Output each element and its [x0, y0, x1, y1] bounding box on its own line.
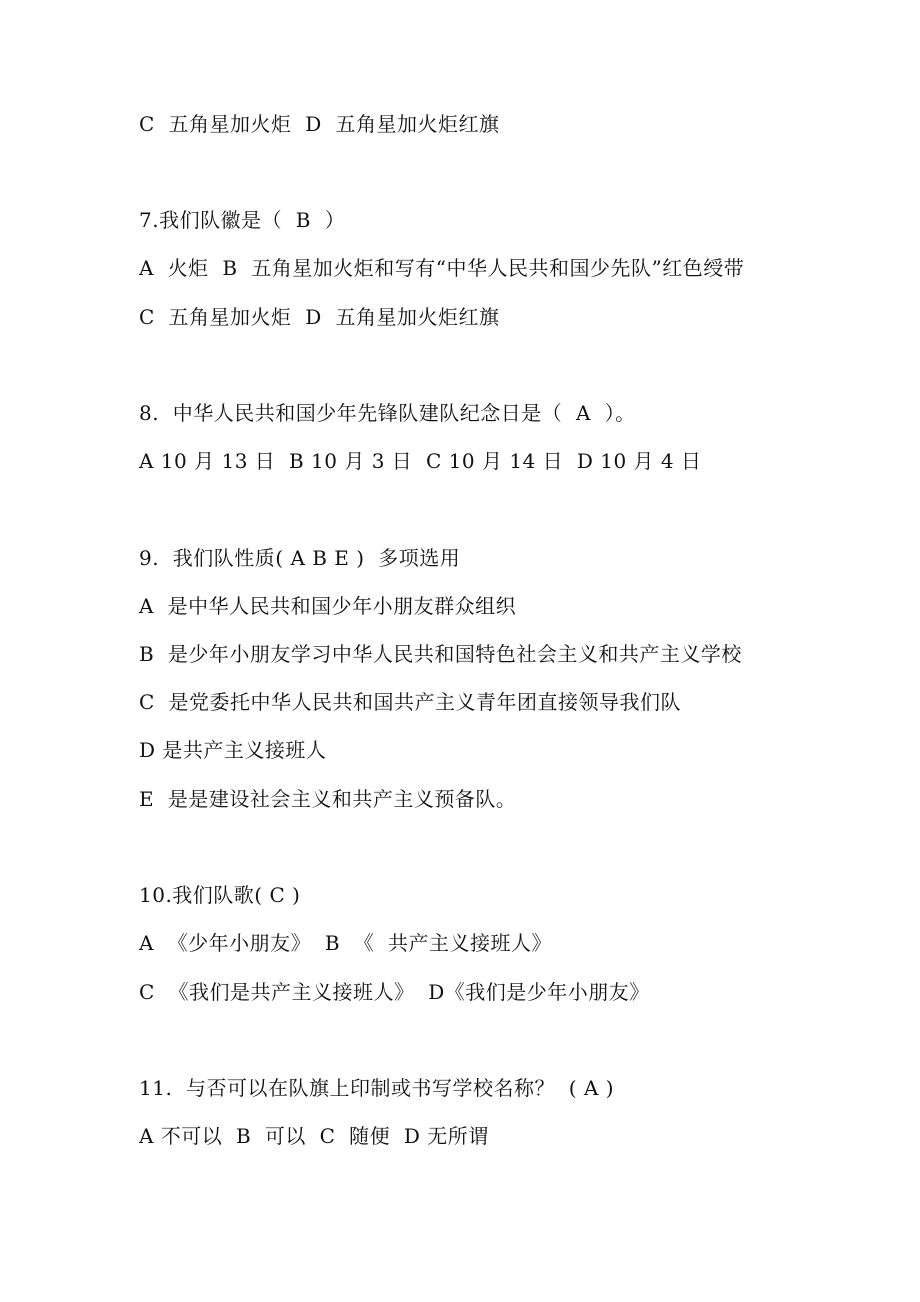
q10-question: 10.我们队歌( C )	[139, 883, 301, 907]
q9-option-a: A 是中华人民共和国少年小朋友群众组织	[139, 594, 517, 618]
q11-question: 11. 与否可以在队旗上印制或书写学校名称？ ( A )	[139, 1076, 614, 1100]
q7-question: 7.我们队徽是（ B ）	[139, 208, 346, 232]
q7-options-ab: A 火炬 B 五角星加火炬和写有“中华人民共和国少先队”红色绶带	[139, 256, 745, 280]
q9-option-d: D 是共产主义接班人	[139, 738, 327, 762]
q10-options-ab: A 《少年小朋友》 B 《 共产主义接班人》	[139, 931, 552, 955]
q8-options: A 10 月 13 日 B 10 月 3 日 C 10 月 14 日 D 10 月 4 日	[139, 449, 702, 473]
q8-question: 8. 中华人民共和国少年先锋队建队纪念日是（ A ）。	[139, 401, 636, 425]
q11-options: A 不可以 B 可以 C 随便 D 无所谓	[139, 1124, 489, 1148]
q9-option-c: C 是党委托中华人民共和国共产主义青年团直接领导我们队	[139, 690, 682, 714]
q9-option-e: E 是是建设社会主义和共产主义预备队。	[139, 787, 517, 811]
q10-options-cd: C 《我们是共产主义接班人》 D《我们是少年小朋友》	[139, 980, 650, 1004]
q7-options-cd: C 五角星加火炬 D 五角星加火炬红旗	[139, 305, 500, 329]
q9-option-b: B 是少年小朋友学习中华人民共和国特色社会主义和共产主义学校	[139, 642, 742, 666]
q9-question: 9. 我们队性质( A B E ) 多项选用	[139, 546, 461, 570]
q6-options-cd: C 五角星加火炬 D 五角星加火炬红旗	[139, 112, 500, 136]
